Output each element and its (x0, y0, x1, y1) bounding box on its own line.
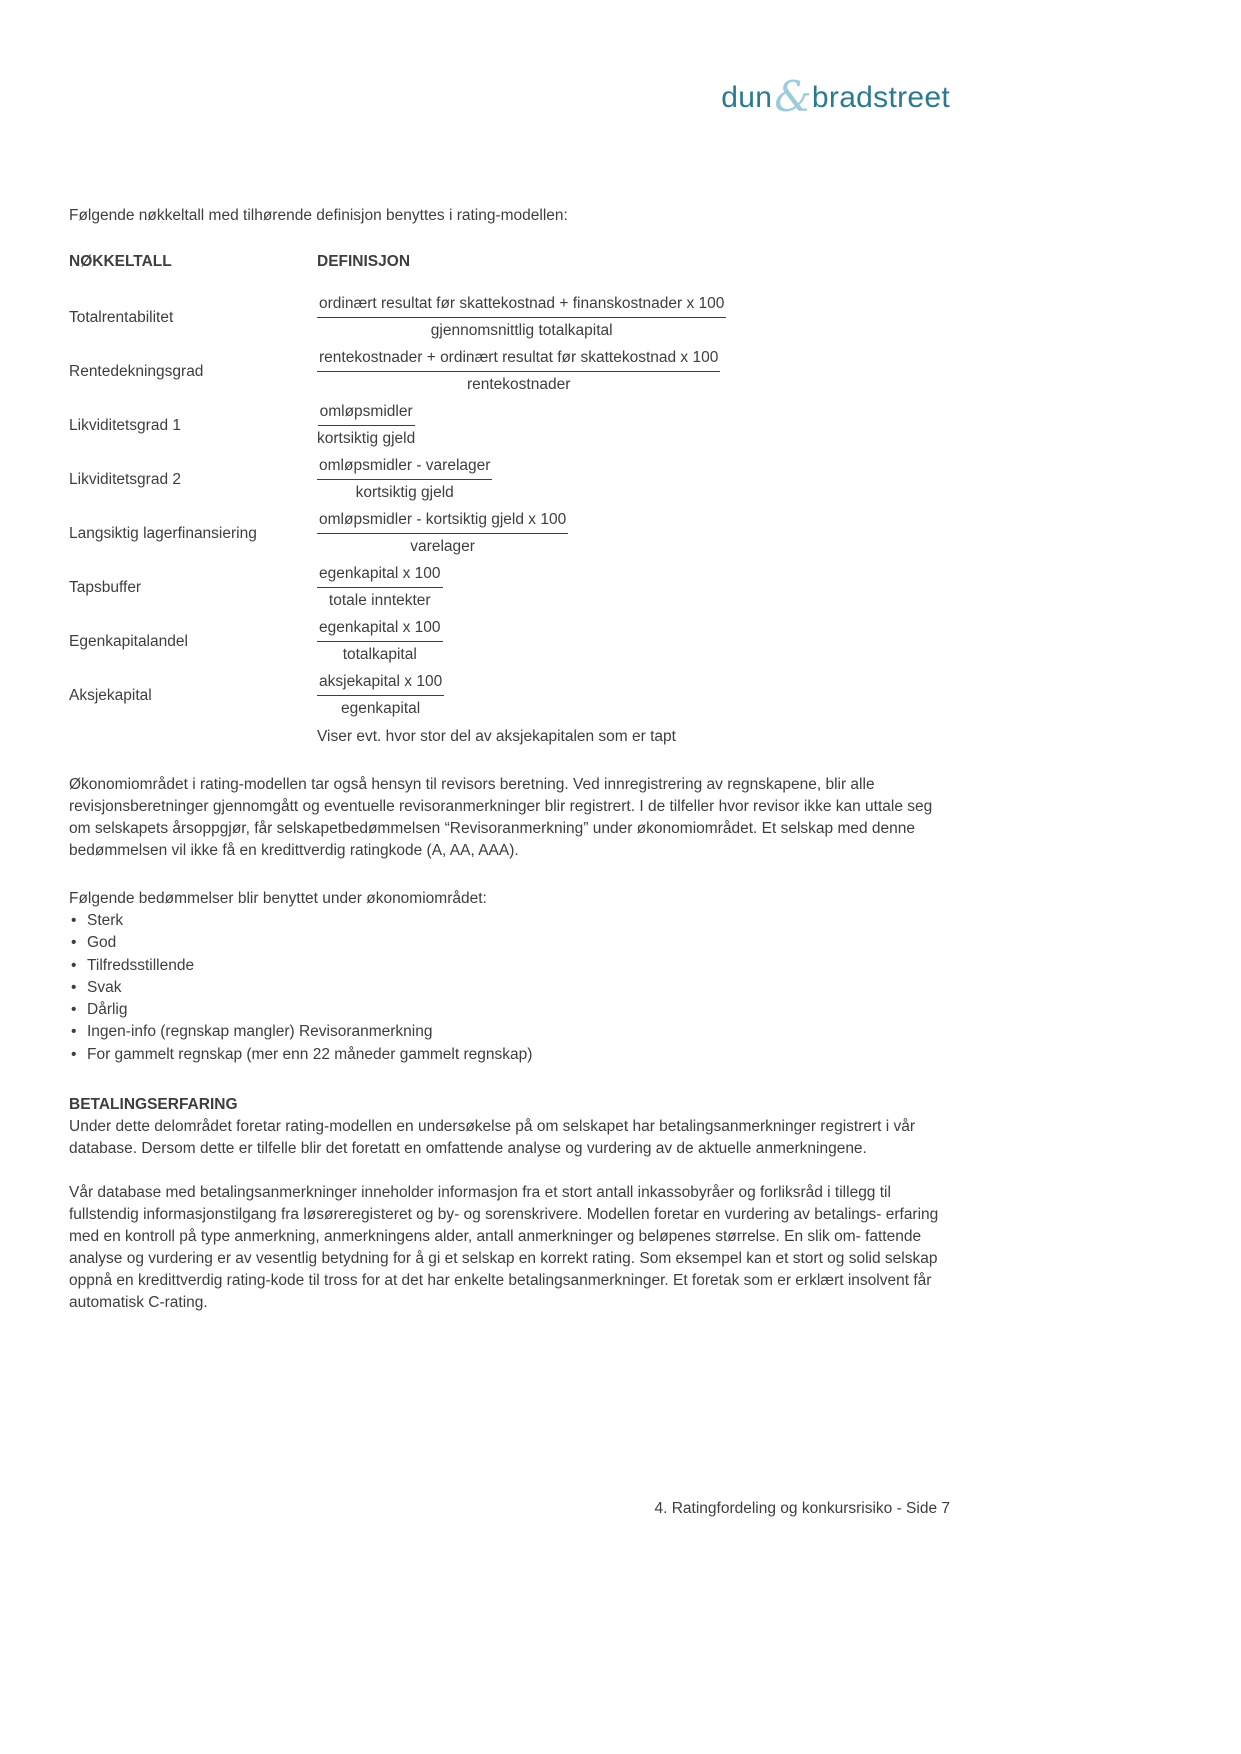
logo-text-bradstreet: bradstreet (811, 81, 950, 114)
definition-fraction (317, 455, 492, 504)
fraction-numerator: rentekostnader + ordinært resultat før skattekostnad x 100 (317, 347, 720, 372)
table-header-row (69, 251, 950, 273)
paragraph-payment-experience-2: Vår database med betalingsanmerkninger inneholder informasjon fra et stort antall inkassobyråer og forliksråd i tillegg til fullstendig informasjonstilgang fra løsøreregisteret og by- og sorenskrivere. Modellen foretar en vurdering av betalings- erfaring med en kontroll på type anmerkning, anmerkningens alder, antall anmerkninger og beløpenes størrelse. En slik om- fattende analyse og vurdering er av vesentlig betydning for å gi et selskap en korrekt rating. Som eksempel kan et stort og solid selskap oppnå en kredittverdig rating-kode til tross for at det har enkelte betalingsanmerkninger. Et foretak som er erklært insolvent får automatisk C-rating. (69, 1184, 939, 1312)
table-row (69, 509, 950, 558)
row-label: Langsiktig lagerfinansiering (69, 524, 257, 542)
bullet-list-intro: Følgende bedømmelser blir benyttet under økonomiområdet: (69, 890, 487, 907)
list-item: • Ingen-info (regnskap mangler) Revisoranmerkning (69, 1021, 950, 1043)
fraction-numerator: omløpsmidler - varelager (317, 455, 492, 480)
list-item: • Tilfredsstillende (69, 955, 950, 977)
paragraph-payment-experience-1: Under dette delområdet foretar rating-modellen en undersøkelse på om selskapet har betalingsanmerkninger registrert i vår database. Dersom dette er tilfelle blir det foretatt en omfattende analyse og vurdering av de aktuelle anmerkningene. (69, 1118, 916, 1158)
definition-fraction (317, 671, 444, 720)
table-row (69, 347, 950, 396)
footer-page-label: 4. Ratingfordeling og konkursrisiko - Side 7 (654, 1500, 950, 1517)
definition-fraction (317, 563, 443, 612)
list-item: • God (69, 932, 950, 954)
row-label: Likviditetsgrad 2 (69, 470, 182, 488)
intro-text: Følgende nøkkeltall med tilhørende definisjon benyttes i rating-modellen: (69, 207, 568, 224)
row-label: Tapsbuffer (69, 578, 142, 596)
row-label: Rentedekningsgrad (69, 362, 204, 380)
column-header-definisjon: DEFINISJON (317, 253, 411, 270)
fraction-numerator: omløpsmidler (318, 401, 415, 426)
definition-fraction (317, 347, 720, 396)
fraction-denominator: egenkapital (340, 700, 421, 717)
table-row (69, 293, 950, 342)
fraction-denominator: kortsiktig gjeld (317, 430, 416, 447)
row-label: Egenkapitalandel (69, 632, 188, 650)
fraction-numerator: egenkapital x 100 (317, 617, 443, 642)
fraction-denominator: kortsiktig gjeld (355, 484, 454, 501)
paragraph-economy-area: Økonomiområdet i rating-modellen tar også hensyn til revisors beretning. Ved innregistrering av regnskapene, blir alle revisjonsberetninger gjennomgått og eventuelle revisoranmerkninger blir registrert. I de tilfeller hvor revisor ikke kan uttale seg om selskapets årsoppgjør, får selskapetbedømmelsen “Revisoranmerkning” under økonomiområdet. Et selskap med denne bedømmelsen vil ikke få en kredittverdig ratingkode (A, AA, AAA). (69, 776, 933, 859)
column-header-nokkeltall: NØKKELTALL (69, 253, 172, 270)
list-item: • Svak (69, 977, 950, 999)
assessment-bullet-list (69, 910, 950, 1066)
dun-bradstreet-logo (721, 68, 950, 121)
list-item: • Dårlig (69, 999, 950, 1021)
fraction-numerator: aksjekapital x 100 (317, 671, 444, 696)
definition-fraction (317, 509, 568, 558)
definition-fraction (317, 401, 415, 450)
logo-text-dun: dun (721, 81, 773, 114)
fraction-denominator: rentekostnader (466, 376, 571, 393)
table-note: Viser evt. hvor stor del av aksjekapitalen som er tapt (317, 728, 676, 745)
definition-fraction (317, 617, 443, 666)
fraction-numerator: ordinært resultat før skattekostnad + finanskostnader x 100 (317, 293, 726, 318)
fraction-numerator: omløpsmidler - kortsiktig gjeld x 100 (317, 509, 568, 534)
table-row (69, 455, 950, 504)
table-row (69, 401, 950, 450)
row-label: Aksjekapital (69, 686, 152, 704)
fraction-numerator: egenkapital x 100 (317, 563, 443, 588)
definition-fraction (317, 293, 726, 342)
fraction-denominator: gjennomsnittlig totalkapital (430, 322, 613, 339)
fraction-denominator: totale inntekter (328, 592, 431, 609)
ampersand-icon: & (774, 72, 812, 121)
section-heading-betalingserfaring: BETALINGSERFARING (69, 1096, 238, 1114)
table-row (69, 671, 950, 720)
row-label: Totalrentabilitet (69, 308, 174, 326)
list-item: • Sterk (69, 910, 950, 932)
fraction-denominator: varelager (410, 538, 475, 555)
document-content (69, 205, 950, 1314)
fraction-denominator: totalkapital (342, 646, 417, 663)
list-item: • For gammelt regnskap (mer enn 22 måneder gammelt regnskap) (69, 1044, 950, 1066)
row-label: Likviditetsgrad 1 (69, 416, 182, 434)
table-row (69, 617, 950, 666)
key-figures-table (69, 251, 950, 748)
table-row (69, 563, 950, 612)
